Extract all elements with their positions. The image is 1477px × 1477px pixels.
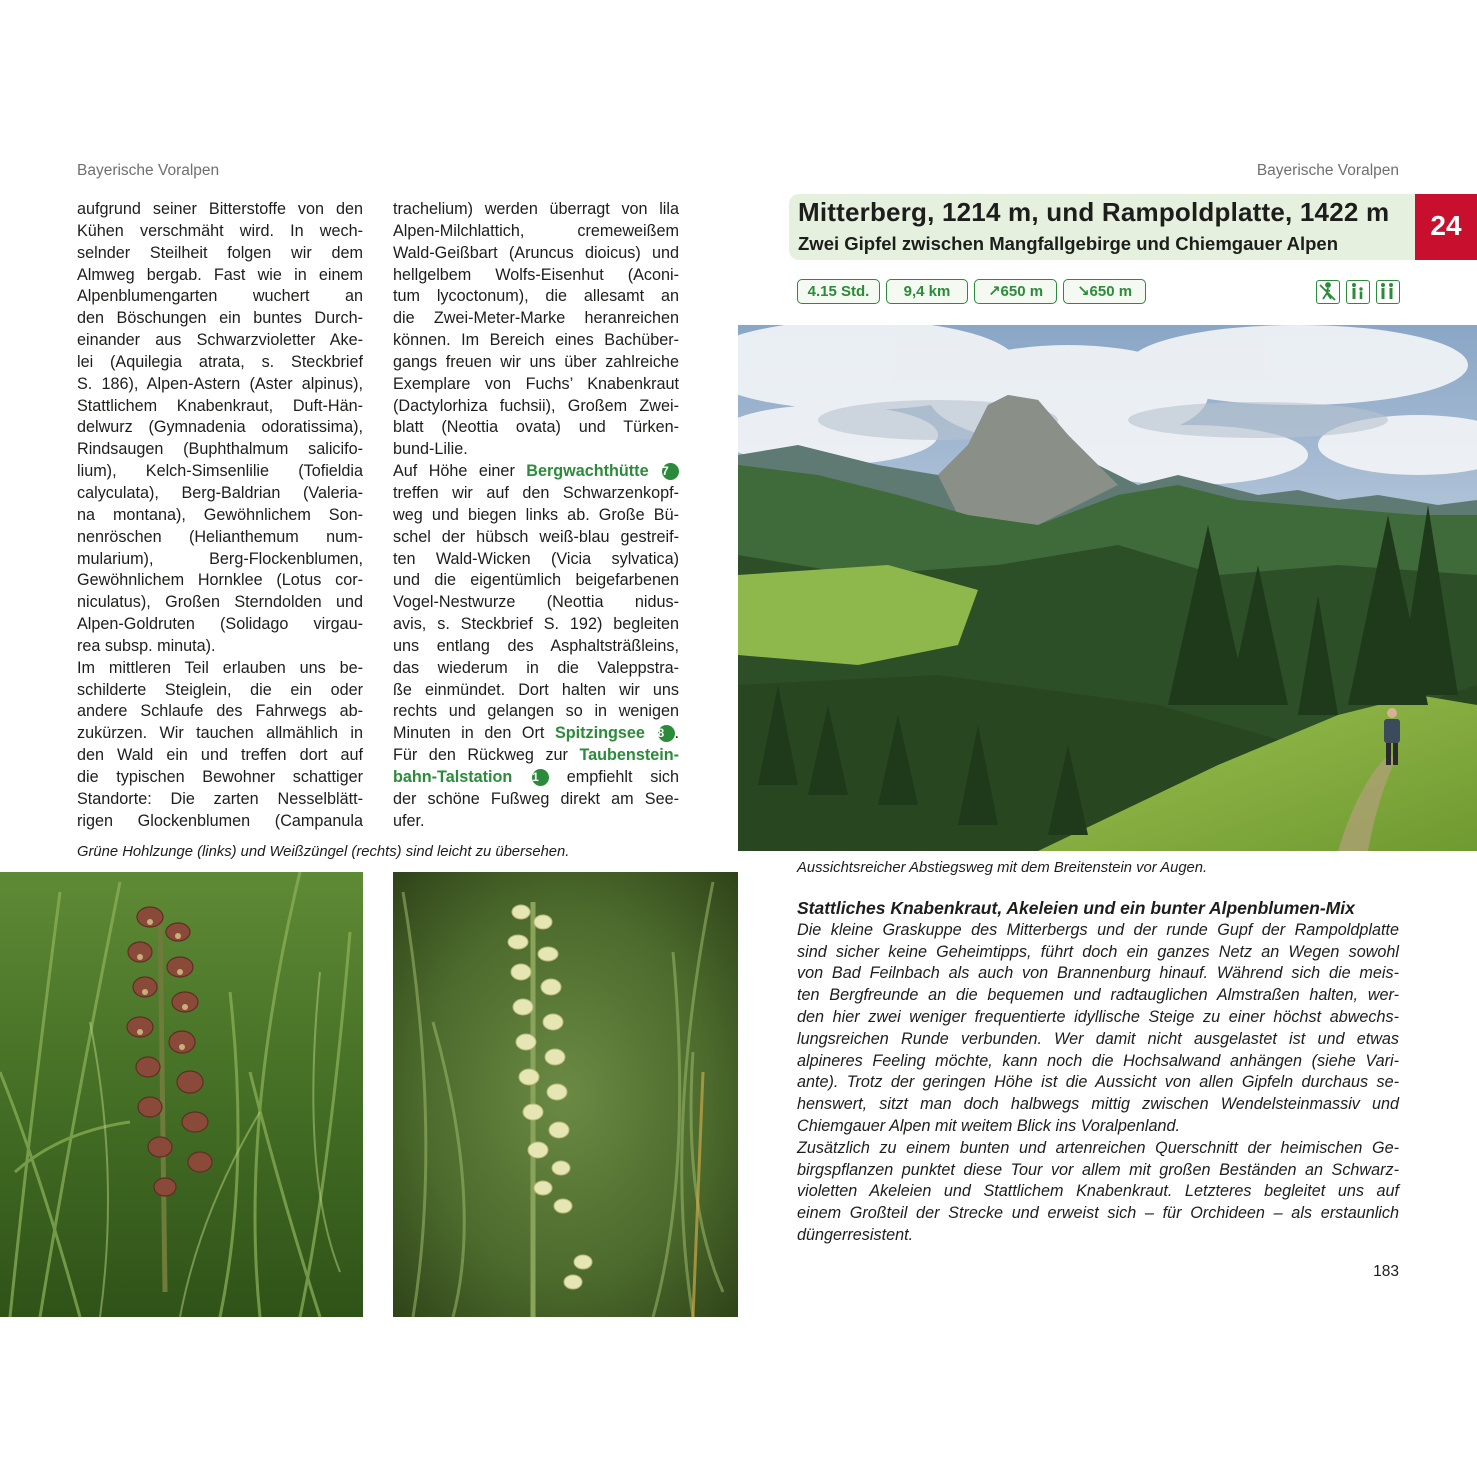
- text-line: Die kleine Graskuppe des Mitterbergs und der runde Gupf der Rampoldplatte: [797, 920, 1399, 939]
- text-line: Alpenblumengarten wuchert an: [77, 287, 363, 306]
- tour-number-badge: 24: [1415, 194, 1477, 260]
- waypoint-number-8: 8: [658, 725, 675, 742]
- distance-pill: 9,4 km: [886, 279, 968, 304]
- left-running-head: Bayerische Voralpen: [77, 162, 220, 179]
- text-line: Wald-Geißbart (Aruncus dioicus) und: [393, 243, 679, 262]
- text-line: können. Im Bereich eines Bachüber-: [393, 331, 679, 350]
- text-line: den hier zwei weniger frequentierte idyllische Steige zu einer höchst abwechs-: [797, 1007, 1399, 1026]
- page-number: 183: [1373, 1263, 1399, 1280]
- text-line: weg und biegen links ab. Große Bü-: [393, 505, 679, 524]
- text-line: violetten Akeleien und Stattlichem Knabenkraut. Letzteres begleitet uns auf: [797, 1182, 1399, 1201]
- text-line: Standorte: Die zarten Nesselblätt-: [77, 789, 363, 808]
- photo-landscape-breitenstein: [738, 325, 1477, 851]
- descent-pill: ↘650 m: [1063, 279, 1146, 304]
- text-line: Alpen-Goldruten (Solidago virgau-: [77, 615, 363, 634]
- text-line: rechts und gelangen so in wenigen: [393, 702, 679, 721]
- waypoint-number-1: 1: [532, 769, 549, 786]
- text-line: Stattlichem Knabenkraut, Duft-Hän-: [77, 396, 363, 415]
- waypoint-paragraph: Auf Höhe einer Bergwachthütte 7: [393, 461, 679, 483]
- text-line: zukürzen. Wir tauchen allmählich in: [77, 724, 363, 743]
- text-line: Zusätzlich zu einem bunten und artenreichen Querschnitt der heimischen Ge-: [797, 1138, 1399, 1157]
- text-line: na montana), Gewöhnlichem Son-: [77, 505, 363, 524]
- text-line: Alpen-Milchlattich, cremeweißem: [393, 221, 679, 240]
- right-running-head: Bayerische Voralpen: [1256, 162, 1399, 179]
- text-line: einander aus Schwarzvioletter Ake-: [77, 331, 363, 350]
- text-line: düngerresistent.: [797, 1225, 914, 1244]
- text-line: schilderte Steiglein, die ein oder: [77, 680, 363, 699]
- text-line: calyculata), Berg-Baldrian (Valeria-: [77, 483, 363, 502]
- text-line: ße einmündet. Dort halten wir uns: [393, 680, 679, 699]
- landscape-caption: Aussichtsreicher Abstiegsweg mit dem Breitenstein vor Augen.: [797, 860, 1208, 876]
- text-line: lei (Aquilegia atrata, s. Steckbrief: [77, 352, 363, 371]
- waypoint-number-7: 7: [662, 463, 679, 480]
- landscape-image: [738, 325, 1477, 851]
- left-text-column: [77, 199, 363, 832]
- text-line: avis, s. Steckbrief S. 192) begleiten: [393, 615, 679, 634]
- text-line: andere Schlaufe des Fahrwegs ab-: [77, 702, 363, 721]
- text-line: henswert, sitzt man doch halbwegs mittig zwischen Wendelsteinmassiv und: [797, 1095, 1399, 1114]
- text-line: der schöne Fußweg direkt am See-: [393, 789, 679, 808]
- text-line: ante). Trotz der geringen Höhe ist die Aussicht von allen Gipfeln durchaus se-: [797, 1073, 1399, 1092]
- text-line: Für den Rückweg zur Taubenstein-: [393, 746, 679, 765]
- text-line: ten Wald-Wicken (Vicia sylvatica): [393, 549, 679, 568]
- waypoint-taubensteinbahn[interactable]: Taubenstein-: [579, 746, 679, 765]
- text-line: bund-Lilie.: [393, 440, 468, 459]
- text-line: die Zwei-Meter-Marke heranreichen: [393, 309, 679, 328]
- text-line: ufer.: [393, 811, 425, 830]
- text-line: Almweg bergab. Fast wie in einem: [77, 265, 363, 284]
- tour-subtitle: Zwei Gipfel zwischen Mangfallgebirge und Chiemgauer Alpen: [798, 233, 1338, 254]
- text-line: lium), Kelch-Simsenlilie (Tofieldia: [77, 462, 363, 481]
- text-line: niculatus), Großen Sterndolden und: [77, 593, 363, 612]
- text-line: Kühen verschmäht wird. In wech-: [77, 221, 363, 240]
- text-line: uns entlang des Asphaltsträßleins,: [393, 636, 679, 655]
- text-line: delwurz (Gymnadenia odoratissima),: [77, 418, 363, 437]
- hiker-icon: [1316, 280, 1340, 304]
- text-line: Minuten in den Ort Spitzingsee 8 .: [393, 724, 679, 743]
- text-line: trachelium) werden überragt von lila: [393, 200, 679, 218]
- text-line: Chiemgauer Alpen mit weitem Blick ins Voralpenland.: [797, 1116, 1180, 1135]
- intro-text: [797, 920, 1399, 1247]
- text-line: selnder Steilheit folgen wir dem: [77, 243, 363, 262]
- orchid-photos-caption: Grüne Hohlzunge (links) und Weißzüngel (rechts) sind leicht zu übersehen.: [77, 844, 570, 860]
- text-line: treffen wir auf den Schwarzenkopf-: [393, 483, 679, 502]
- tour-title: Mitterberg, 1214 m, und Rampoldplatte, 1422 m: [798, 197, 1390, 227]
- duration-pill: 4.15 Std.: [797, 279, 880, 304]
- text-line: rea subsp. minuta).: [77, 636, 216, 655]
- text-line: gangs freuen wir uns über zahlreiche: [393, 352, 679, 371]
- text-line: einem Großteil der Strecke und erweist sich – für Orchideen – als erstaunlich: [797, 1204, 1399, 1223]
- text-line: mularium), Berg-Flockenblumen,: [77, 549, 363, 568]
- text-line: bahn-Talstation 1 empfiehlt sich: [393, 767, 680, 786]
- text-line: die typischen Bewohner schattiger: [77, 767, 363, 786]
- waypoint-bergwachthuette[interactable]: Bergwachthütte: [526, 462, 649, 481]
- text-line: aufgrund seiner Bitterstoffe von den: [77, 200, 363, 218]
- text-line: (Dactylorhiza fuchsii), Großem Zwei-: [393, 396, 679, 415]
- intro-heading: Stattliches Knabenkraut, Akeleien und ein bunter Alpenblumen-Mix: [797, 898, 1355, 918]
- waypoint-spitzingsee[interactable]: Spitzingsee: [554, 724, 645, 743]
- text-line: birgspflanzen punktet diese Tour vor allem mit großen Beständen an Schwarz-: [797, 1160, 1399, 1179]
- family-icon: [1376, 280, 1400, 304]
- text-line: Rindsaugen (Buphthalmum salicifo-: [77, 440, 363, 459]
- text-line: tum lycoctonum), die allesamt an: [393, 287, 679, 306]
- text-line: S. 186), Alpen-Astern (Aster alpinus),: [77, 374, 363, 393]
- waypoint-taubensteinbahn-cont[interactable]: bahn-Talstation: [393, 767, 513, 786]
- text-line: blatt (Neottia ovata) und Türken-: [393, 418, 679, 437]
- family-icon: [1346, 280, 1370, 304]
- text-line: sind sicher keine Geheimtipps, führt doch ein ganzes Netz an Wegen sowohl: [797, 942, 1399, 961]
- text-line: lungsreichen Runde verbunden. Wer damit nicht ausgelastet ist und etwas: [797, 1029, 1399, 1048]
- text-line: den Böschungen ein buntes Durch-: [77, 309, 363, 328]
- ascent-pill: ↗650 m: [974, 279, 1057, 304]
- text-line: Exemplare von Fuchs’ Knabenkraut: [393, 374, 679, 393]
- text-line: Im mittleren Teil erlauben uns be-: [77, 658, 363, 677]
- intro-section: [797, 898, 1399, 1247]
- text-line: das wiederum in die Valeppstra-: [393, 658, 679, 677]
- text-line: den Wald ein und treffen dort auf: [77, 746, 363, 765]
- photo-gruene-hohlzunge: [0, 872, 363, 1317]
- text-line: nenröschen (Helianthemum num-: [77, 527, 363, 546]
- text-line: schel der hübsch weiß-blau gestreif-: [393, 527, 679, 546]
- text-line: Gewöhnlichem Hornklee (Lotus cor-: [77, 571, 363, 590]
- text-line: Vogel-Nestwurze (Neottia nidus-: [393, 593, 679, 612]
- text-line: ten Bergfreunde an die bequemen und radtauglichen Almstraßen halten, wer-: [797, 986, 1399, 1005]
- orchid-left-image: [0, 872, 363, 1317]
- text-line: von Bad Feilnbach als auch von Brannenburg hinauf. Während sich die meis-: [797, 964, 1399, 983]
- text-line: und die eigentümlich beigefarbenen: [393, 571, 679, 590]
- middle-text-column: [393, 199, 679, 832]
- photo-weisszuengel: [393, 872, 738, 1317]
- text-line: alpineres Feeling möchte, kann noch die Hochsalwand anhängen (siehe Vari-: [797, 1051, 1399, 1070]
- text-line: rigen Glockenblumen (Campanula: [77, 811, 363, 830]
- text-line: hellgelbem Wolfs-Eisenhut (Aconi-: [393, 265, 679, 284]
- orchid-right-image: [393, 872, 738, 1317]
